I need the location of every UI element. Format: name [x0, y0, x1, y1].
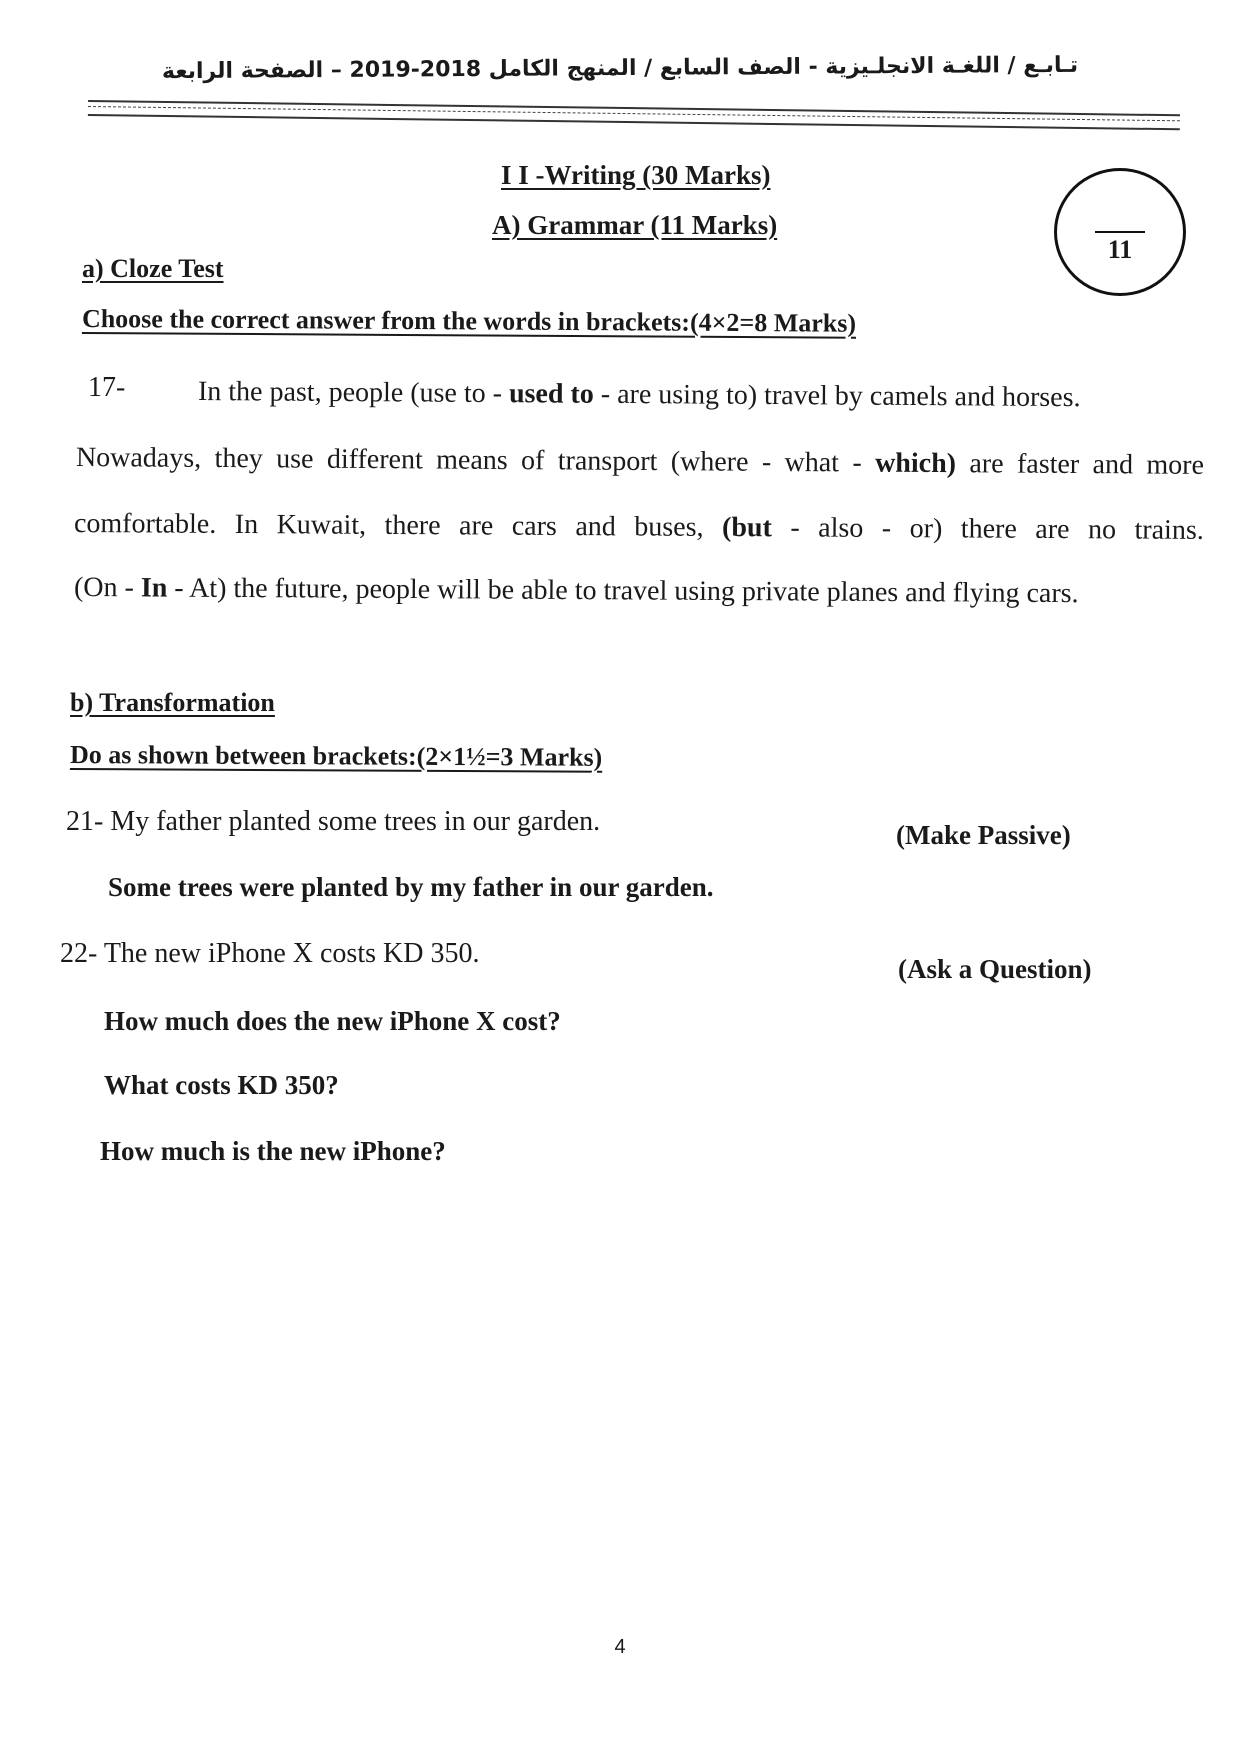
- section-subtitle: A) Grammar (11 Marks): [492, 210, 778, 240]
- score-circle: [1054, 168, 1186, 296]
- question-21-instruction: (Make Passive): [896, 820, 1071, 850]
- cloze-line-1-start: In the past, people (use to -: [197, 376, 510, 410]
- word: Nowadays,: [75, 442, 202, 474]
- header-divider: [88, 100, 1180, 130]
- cloze-line-2: [76, 442, 1204, 482]
- cloze-line-1-end: - are using to) travel by camels and horses.: [593, 378, 1081, 414]
- word: means: [436, 444, 508, 477]
- cloze-line-4-start: (On -: [73, 572, 141, 604]
- word: are: [458, 510, 494, 542]
- word: they: [214, 442, 263, 475]
- transformation-instruction: Do as shown between brackets:(2×1½=3 Marks): [69, 740, 603, 772]
- word: are: [969, 448, 1004, 480]
- question-21: 21- My father planted some trees in our garden.: [66, 806, 601, 837]
- word: -: [790, 512, 800, 544]
- word: buses,: [634, 511, 704, 543]
- word: -: [761, 446, 772, 478]
- word: -: [881, 512, 892, 544]
- word: and: [575, 511, 616, 543]
- transformation-heading: b) Transformation: [70, 688, 275, 717]
- question-21-answer: Some trees were planted by my father in our garden.: [108, 872, 714, 902]
- question-22: 22- The new iPhone X costs KD 350.: [60, 938, 480, 969]
- word: are: [1035, 513, 1070, 546]
- word: transport: [557, 445, 658, 478]
- cloze-line-4: [74, 572, 1079, 610]
- word: and: [1092, 449, 1134, 481]
- question-22-answer: What costs KD 350?: [104, 1070, 339, 1100]
- cloze-answer-in: In: [140, 572, 168, 604]
- cloze-line-3: [74, 508, 1204, 547]
- page-number: 4: [614, 1636, 626, 1658]
- word: also: [818, 512, 864, 544]
- cloze-instruction: Choose the correct answer from the words in brackets:(4×2=8 Marks): [81, 304, 857, 338]
- word: no: [1087, 514, 1117, 546]
- word: use: [276, 443, 314, 475]
- cloze-answer-but: (but: [721, 511, 772, 544]
- question-22-answer: How much does the new iPhone X cost?: [104, 1006, 561, 1036]
- word: -: [852, 447, 862, 479]
- word: different: [326, 443, 423, 476]
- word: cars: [511, 510, 557, 542]
- word: comfortable.: [73, 508, 217, 540]
- word: of: [521, 445, 545, 477]
- word: there: [960, 513, 1017, 545]
- score-value: 11: [1107, 235, 1133, 264]
- word: Kuwait,: [276, 509, 367, 541]
- cloze-line-1: [198, 376, 1081, 414]
- cloze-line-4-end: - At) the future, people will be able to travel using private planes and flying cars.: [167, 572, 1079, 610]
- question-22-instruction: (Ask a Question): [898, 954, 1092, 984]
- page-header: تـابـع / اللغـة الانجلـيزية - الصف السابع / المنهج الكامل 2018-2019 – الصفحة الرابعة: [161, 52, 1079, 85]
- cloze-answer-used-to: used to: [508, 378, 594, 410]
- word: trains.: [1134, 514, 1204, 546]
- section-title: I I -Writing (30 Marks): [501, 160, 771, 190]
- word: (where: [670, 446, 749, 478]
- cloze-answer-which: which): [875, 447, 957, 480]
- word: there: [384, 509, 441, 542]
- word: what: [784, 446, 840, 479]
- question-number-17: 17-: [88, 372, 126, 403]
- score-line: [1095, 231, 1145, 233]
- cloze-heading: a) Cloze Test: [82, 254, 224, 283]
- word: or): [909, 513, 943, 545]
- word: faster: [1016, 448, 1080, 481]
- word: more: [1146, 449, 1205, 481]
- word: In: [234, 508, 259, 541]
- question-22-answer: How much is the new iPhone?: [100, 1136, 446, 1166]
